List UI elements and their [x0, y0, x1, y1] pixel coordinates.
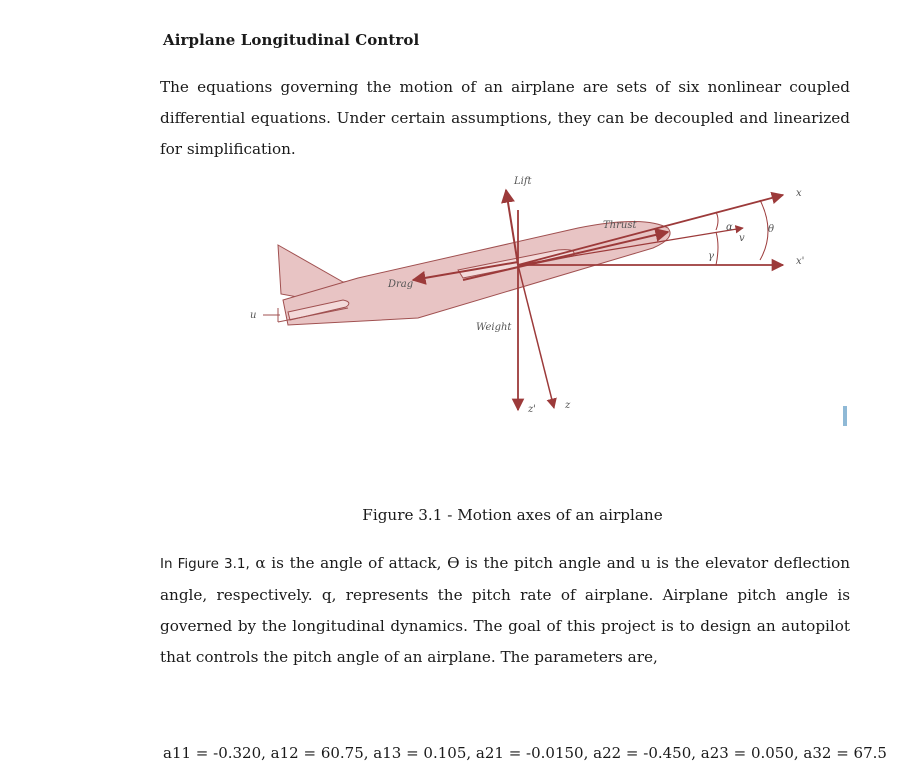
x-label: x — [796, 188, 802, 199]
gamma-label: γ — [708, 251, 714, 262]
theta-arc — [760, 200, 768, 260]
x-axis — [518, 195, 783, 265]
theta-label: θ — [768, 224, 775, 235]
z-prime-label: z' — [528, 404, 537, 415]
gamma-arc — [716, 232, 718, 265]
parameter-list: a11 = -0.320, a12 = 60.75, a13 = 0.105, a21 = -0.0150, a22 = -0.450, a23 = 0.050, a32 = 67.5 — [163, 744, 887, 762]
alpha-label: α — [726, 222, 733, 233]
airplane-figure — [248, 170, 828, 430]
z-axis — [518, 265, 554, 408]
figure-reference: In Figure 3.1, — [160, 556, 250, 572]
v-label: v — [739, 233, 745, 244]
figure-caption: Figure 3.1 - Motion axes of an airplane — [362, 506, 663, 524]
explanation-paragraph — [160, 548, 850, 673]
alpha-arc — [716, 212, 718, 230]
document-title: Airplane Longitudinal Control — [163, 31, 420, 49]
drag-label: Drag — [388, 279, 414, 290]
explanation-text: α is the angle of attack, Ө is the pitch angle and u is the elevator deflection angle, respectively. q, represents the pitch rate of airplane. Airplane pitch angle is governed by the longitudinal dynamics. The goal of this project is to design an autopilot that controls the pitch angle of an airplane. The parameters are, — [160, 554, 850, 666]
x-prime-label: x' — [796, 256, 805, 267]
weight-label: Weight — [476, 322, 512, 333]
thrust-label: Thrust — [603, 220, 637, 231]
u-label: u — [250, 310, 257, 321]
lift-label: Lift — [514, 176, 532, 187]
text-cursor — [843, 406, 847, 426]
z-label: z — [565, 400, 571, 411]
intro-paragraph: The equations governing the motion of an airplane are sets of six nonlinear coupled differential equations. Under certain assumptions, they can be decoupled and linearized for simplification. — [160, 78, 850, 158]
